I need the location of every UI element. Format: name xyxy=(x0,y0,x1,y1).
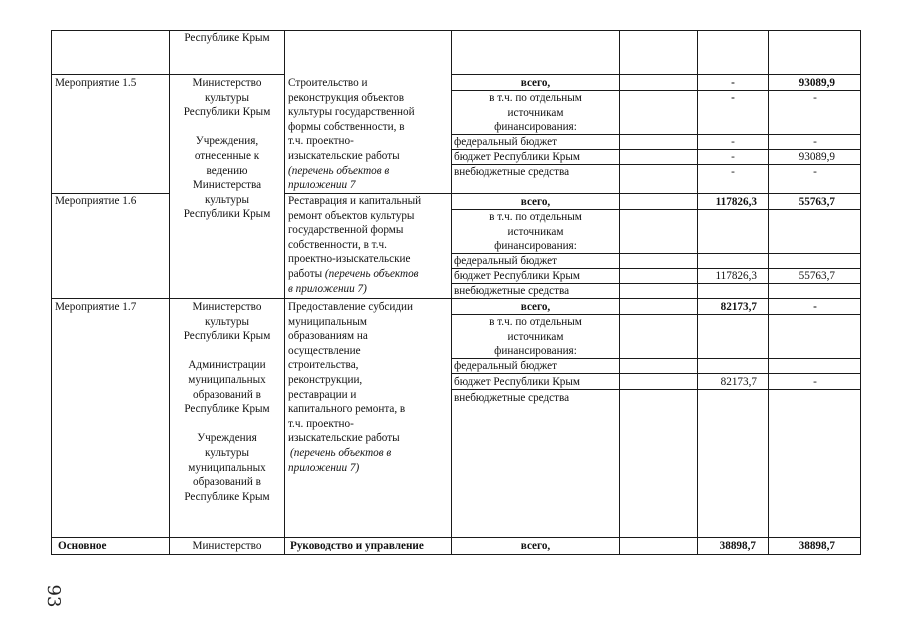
description-line: государственной формы xyxy=(288,224,404,237)
value-b-extra: - xyxy=(813,166,817,178)
source-federal: федеральный бюджет xyxy=(454,360,557,372)
source-extra: внебюджетные средства xyxy=(454,166,570,178)
description-italic-line: (перечень объектов в xyxy=(288,164,390,177)
value-a-regional: - xyxy=(731,151,735,163)
executor-line: ведению xyxy=(206,164,248,177)
executor-line: образований в xyxy=(193,388,261,401)
value-a-federal: - xyxy=(731,136,735,148)
executor-line: Администрации xyxy=(188,359,266,372)
executor-line: Республике Крым xyxy=(184,403,270,416)
description-mixed-line: работы (перечень объектов xyxy=(288,268,419,280)
description-line: собственности, в т.ч. xyxy=(288,238,387,251)
source-regional: бюджет Республики Крым xyxy=(454,270,580,282)
description-italic-line: (перечень объектов в xyxy=(290,447,392,459)
measure-name: Мероприятие 1.5 xyxy=(55,77,137,89)
description-line: ремонт объектов культуры xyxy=(288,209,415,222)
source-incl: финансирования: xyxy=(494,345,577,358)
description-italic-line: приложении 7 xyxy=(288,179,356,192)
description-line: осуществление xyxy=(288,344,361,357)
source-regional: бюджет Республики Крым xyxy=(454,376,580,388)
value-b-regional: 55763,7 xyxy=(798,270,835,282)
page-number: 93 xyxy=(43,584,64,608)
value-b-federal: - xyxy=(813,136,817,148)
value-b-total: 38898,7 xyxy=(798,540,835,552)
value-a-regional: 82173,7 xyxy=(720,376,757,388)
measure-name: Мероприятие 1.6 xyxy=(55,195,137,207)
source-total: всего, xyxy=(520,196,551,208)
description-italic-line: приложении 7) xyxy=(288,461,360,474)
executor-line: образований в xyxy=(193,476,261,489)
source-total: всего, xyxy=(520,301,551,313)
description-line: т.ч. проектно- xyxy=(288,135,354,148)
value-b-total: - xyxy=(813,301,817,313)
description-line: изыскательские работы xyxy=(288,150,400,162)
value-a-total: 117826,3 xyxy=(715,196,757,208)
source-incl: источникам xyxy=(507,330,564,343)
executor-line: культуры xyxy=(204,91,250,104)
source-federal: федеральный бюджет xyxy=(454,136,557,148)
executor-line: культуры xyxy=(204,447,250,459)
executor-tail: Республике Крым xyxy=(184,32,270,44)
value-b-total: 93089,9 xyxy=(798,77,835,89)
source-incl: в т.ч. по отдельным xyxy=(489,92,582,104)
value-b-regional: - xyxy=(813,376,817,388)
description-line: Руководство и управление xyxy=(290,540,424,552)
source-total: всего, xyxy=(520,77,551,89)
source-incl: в т.ч. по отдельным xyxy=(489,316,582,328)
description-line: формы собственности, в xyxy=(288,120,405,133)
source-incl: финансирования: xyxy=(494,121,577,134)
description-line: реконструкция объектов xyxy=(288,91,405,104)
executor-line: Министерство xyxy=(192,77,262,89)
executor-line: муниципальных xyxy=(188,461,266,474)
source-incl: источникам xyxy=(507,225,564,238)
value-a-total: 82173,7 xyxy=(720,301,757,313)
executor-line: Республики Крым xyxy=(183,208,271,221)
description-line: муниципальным xyxy=(288,315,367,328)
measure-name: Мероприятие 1.7 xyxy=(55,301,137,313)
executor-line: Республике Крым xyxy=(184,490,270,503)
description-line: строительства, xyxy=(288,359,359,372)
executor-line: Министерство xyxy=(192,301,262,313)
executor-line: муниципальных xyxy=(188,374,266,386)
description-line: Реставрация и капитальный xyxy=(288,195,422,207)
description-line: капитального ремонта, в xyxy=(288,403,406,416)
source-incl: в т.ч. по отдельным xyxy=(489,211,582,223)
executor-line: культуры xyxy=(204,315,250,328)
description-italic-line: в приложении 7) xyxy=(288,282,367,295)
description-line: изыскательские работы xyxy=(288,432,400,445)
executor-line: культуры xyxy=(204,193,250,206)
description-line: реставрации и xyxy=(288,388,357,401)
source-federal: федеральный бюджет xyxy=(454,255,557,267)
source-extra: внебюджетные средства xyxy=(454,392,570,404)
value-a-incl: - xyxy=(731,92,735,104)
executor-line: Республики Крым xyxy=(183,106,271,119)
description-line: Предоставление субсидии xyxy=(288,301,414,313)
executor-line: Министерства xyxy=(192,179,262,192)
source-incl: источникам xyxy=(507,106,564,119)
source-extra: внебюджетные средства xyxy=(454,285,570,297)
description-line: культуры государственной xyxy=(288,106,415,119)
description-line: т.ч. проектно- xyxy=(288,417,354,430)
description-line: реконструкции, xyxy=(288,374,363,386)
value-a-regional: 117826,3 xyxy=(715,270,757,282)
source-total: всего, xyxy=(520,540,551,552)
value-a-total: - xyxy=(731,77,735,89)
executor-line: отнесенные к xyxy=(194,150,260,162)
measure-name: Основное xyxy=(58,540,107,552)
description-line: Строительство и xyxy=(288,77,368,89)
executor-line: Республики Крым xyxy=(183,330,271,343)
value-b-total: 55763,7 xyxy=(798,196,835,208)
value-b-regional: 93089,9 xyxy=(798,151,835,163)
source-regional: бюджет Республики Крым xyxy=(454,151,580,163)
value-a-total: 38898,7 xyxy=(719,540,756,552)
value-a-extra: - xyxy=(731,166,735,178)
executor-line: Учреждения, xyxy=(195,135,259,148)
description-line: проектно-изыскательские xyxy=(288,253,411,266)
executor-line: Министерство xyxy=(192,540,262,552)
executor-line: Учреждения xyxy=(197,432,257,445)
description-line: образованиям на xyxy=(288,330,368,343)
source-incl: финансирования: xyxy=(494,240,577,253)
value-b-incl: - xyxy=(813,92,817,104)
